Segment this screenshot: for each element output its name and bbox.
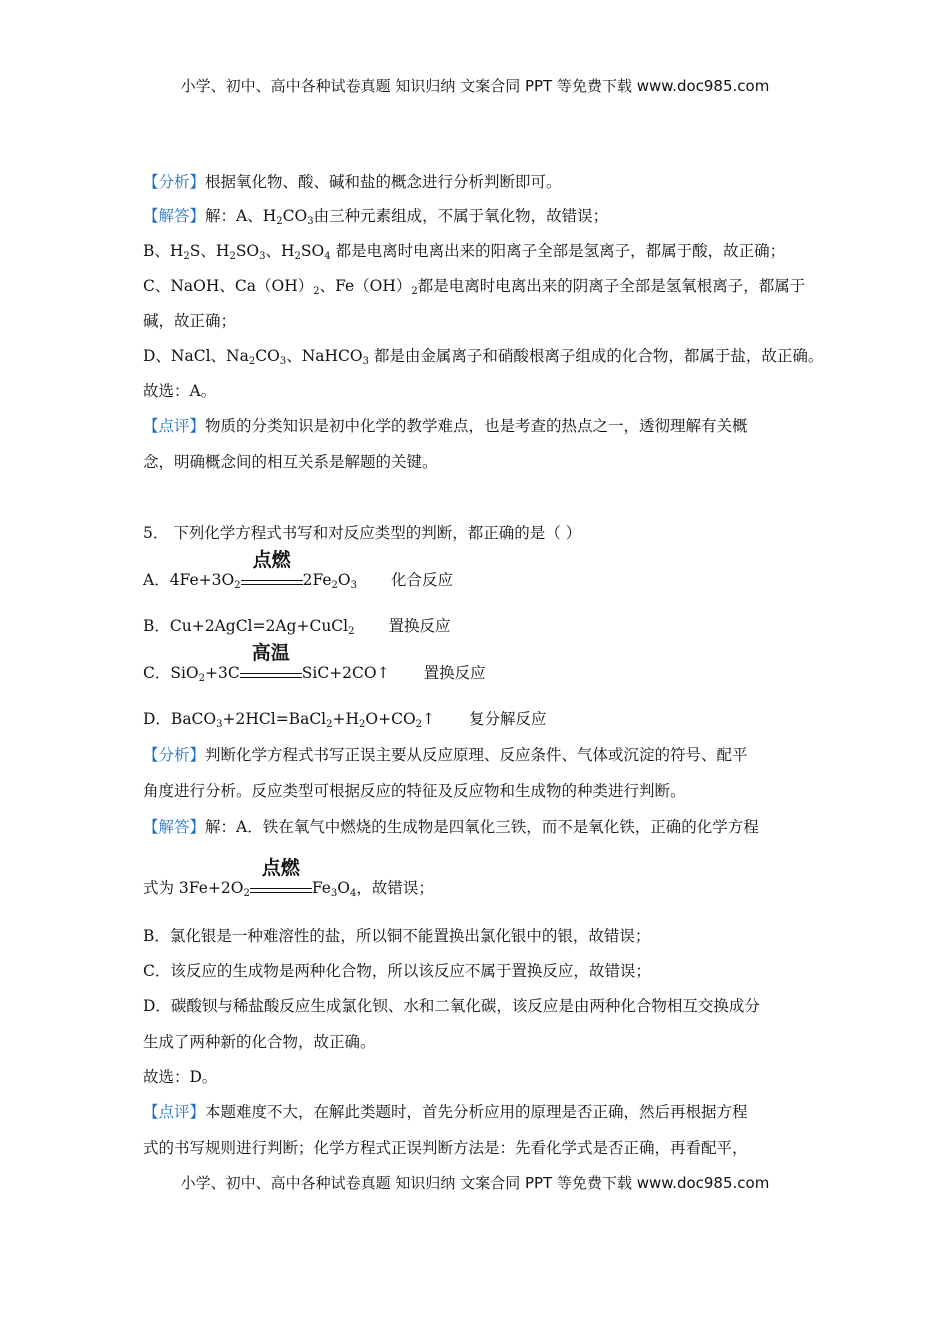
- q5-option-d: D．$BaCO_3+2HCl=BaCl_2+H_2O+CO_2↑$ 复分解反应: [143, 710, 547, 730]
- q4-answer-c: C、NaOH、$Ca(OH)_2$、$Fe(OH)_2$都是电离时电离出来的阴离子全部是氢氧根离子，都属于: [143, 277, 806, 297]
- q4-choice: 故选：A。: [143, 382, 217, 400]
- q5-option-a: A．$4Fe+3O_2$ 点燃 $2Fe_2O_3$ 化合反应: [143, 549, 454, 591]
- answer-tag: 【解答】: [143, 818, 206, 836]
- q5-stem: 5． 下列化学方程式书写和对反应类型的判断，都正确的是（ ）: [143, 524, 582, 542]
- q5-answer-equation: 式为 $3Fe+2O_2$ 点燃 $Fe_3O_4$，故错误；: [143, 857, 434, 899]
- q5-answer-b: B．氯化银是一种难溶性的盐，所以铜不能置换出氯化银中的银，故错误；: [143, 927, 651, 945]
- q5-choice: 故选：D。: [143, 1068, 218, 1086]
- q5-answer-c: C．该反应的生成物是两种化合物，所以该反应不属于置换反应，故错误；: [143, 962, 651, 980]
- q5-comment: 【点评】本题难度不大，在解此类题时，首先分析应用的原理是否正确，然后再根据方程: [143, 1103, 748, 1121]
- comment-tag: 【点评】: [143, 417, 206, 435]
- reaction-condition-arrow: 点燃: [250, 878, 312, 898]
- q4-answer-a: 【解答】解：A、$H_2CO_3$由三种元素组成，不属于氧化物，故错误；: [143, 207, 609, 227]
- q4-analysis: 【分析】根据氧化物、酸、碱和盐的概念进行分析判断即可。: [143, 173, 562, 191]
- q5-analysis: 【分析】判断化学方程式书写正误主要从反应原理、反应条件、气体或沉淀的符号、配平: [143, 746, 748, 764]
- q5-option-b: B．Cu+2AgCl=2Ag+CuCl$_2$ 置换反应: [143, 617, 451, 637]
- q5-answer-d: D．碳酸钡与稀盐酸反应生成氯化钡、水和二氧化碳，该反应是由两种化合物相互交换成分: [143, 997, 760, 1015]
- page-footer: 小学、初中、高中各种试卷真题 知识归纳 文案合同 PPT 等免费下载 www.doc985.com: [180, 1174, 770, 1192]
- q4-answer-c-cont: 碱，故正确；: [143, 312, 237, 330]
- analysis-tag: 【分析】: [143, 746, 206, 764]
- analysis-tag: 【分析】: [143, 173, 206, 191]
- page-header: 小学、初中、高中各种试卷真题 知识归纳 文案合同 PPT 等免费下载 www.doc985.com: [180, 77, 770, 95]
- reaction-condition-arrow: 高温: [240, 663, 302, 683]
- reaction-condition-arrow: 点燃: [241, 570, 303, 590]
- q5-answer: 【解答】解：A．铁在氧气中燃烧的生成物是四氧化三铁，而不是氧化铁，正确的化学方程: [143, 818, 759, 836]
- q5-analysis-cont: 角度进行分析。反应类型可根据反应的特征及反应物和生成物的种类进行判断。: [143, 782, 686, 800]
- q5-answer-d-cont: 生成了两种新的化合物，故正确。: [143, 1033, 376, 1051]
- q4-answer-b: B、$H_2S$、$H_2SO_3$、$H_2SO_4$ 都是电离时电离出来的阳离子全部是氢离子，都属于酸，故正确；: [143, 242, 786, 262]
- q5-option-c: C．SiO$_2$+3C 高温 SiC+2CO↑ 置换反应: [143, 642, 486, 684]
- comment-tag: 【点评】: [143, 1103, 206, 1121]
- q4-comment-cont: 念，明确概念间的相互关系是解题的关键。: [143, 453, 438, 471]
- q4-comment: 【点评】物质的分类知识是初中化学的教学难点，也是考查的热点之一，透彻理解有关概: [143, 417, 748, 435]
- answer-tag: 【解答】: [143, 207, 206, 225]
- q5-comment-cont: 式的书写规则进行判断；化学方程式正误判断方法是：先看化学式是否正确，再看配平，: [143, 1139, 748, 1157]
- q4-answer-d: D、NaCl、$Na_2CO_3$、NaHCO$_3$ 都是由金属离子和硝酸根离子组成的化合物，都属于盐，故正确。: [143, 347, 824, 367]
